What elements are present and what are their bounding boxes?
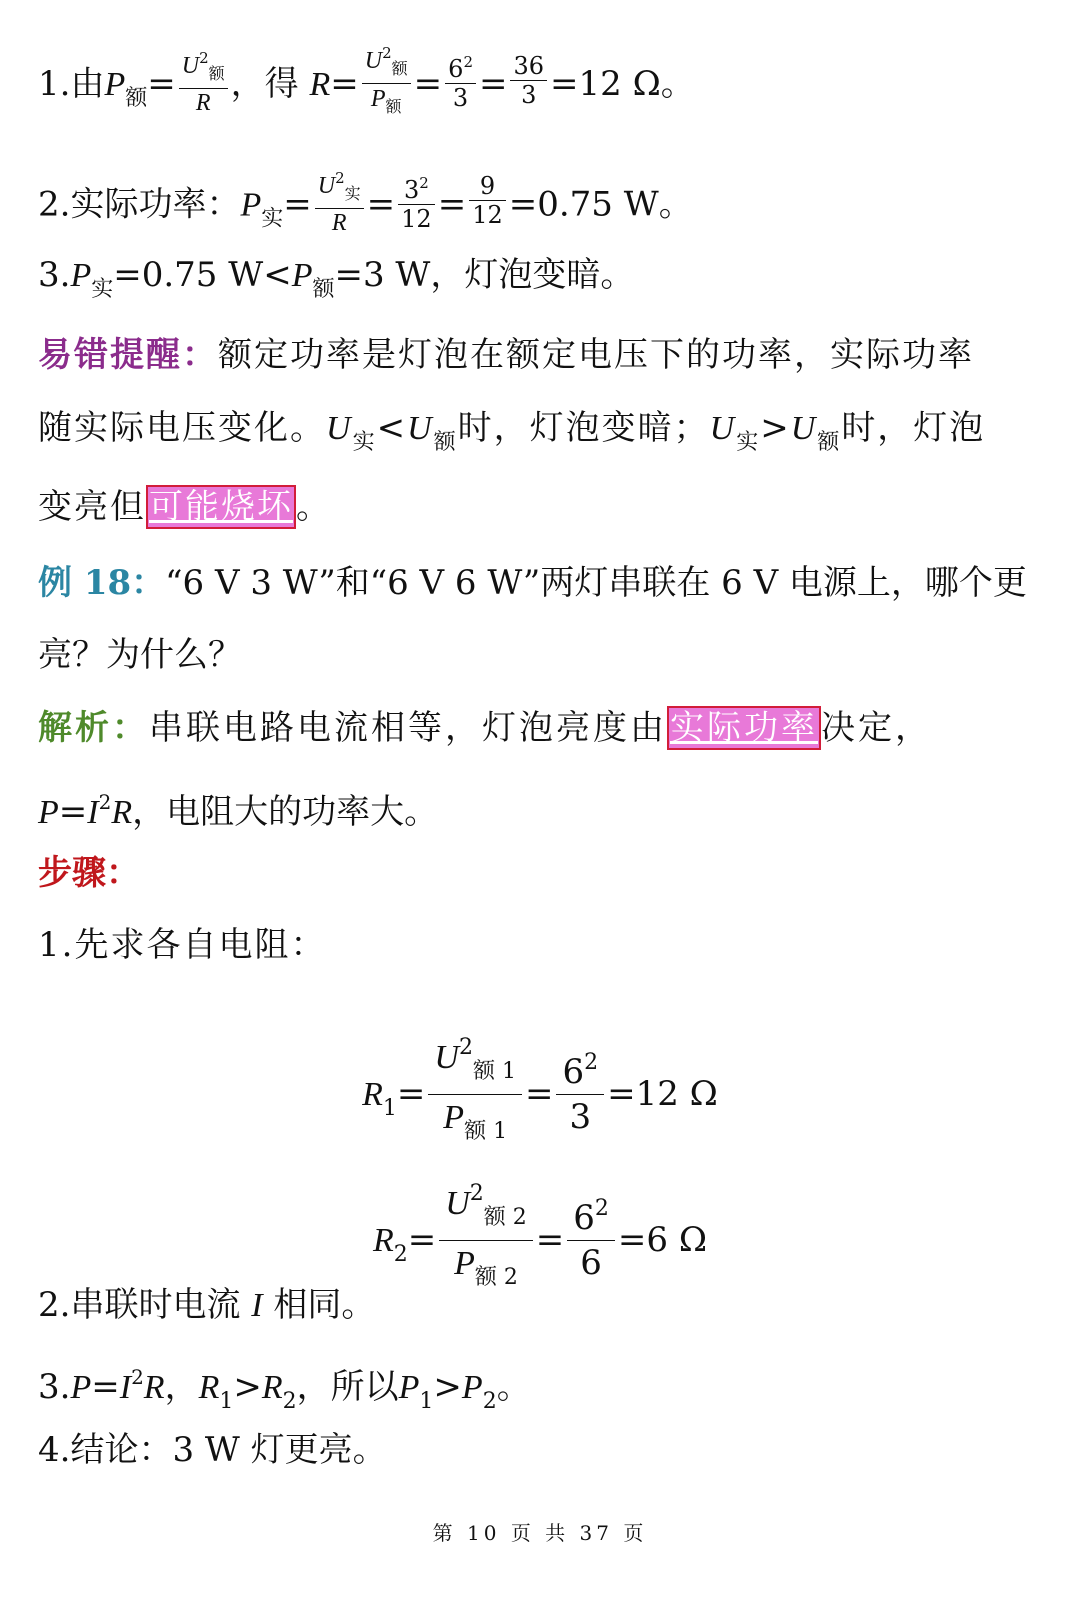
fraction: $\frac{6^2}{3}$ <box>445 48 476 112</box>
result: =6 Ω <box>617 1220 708 1260</box>
step-1: 1.先求各自电阻： <box>38 925 327 965</box>
steps-label: 步骤： <box>38 853 140 893</box>
example-label: 例 18： <box>38 563 166 603</box>
fraction: $\frac{U^2_额}{R}$ <box>179 44 228 117</box>
highlight-actual-power[interactable]: 实际功率 <box>667 706 821 750</box>
analysis-line-1: 解析：串联电路电流相等，灯泡亮度由实际功率决定， <box>38 708 932 748</box>
highlight-may-burn-out[interactable]: 可能烧坏 <box>146 485 296 529</box>
formula-r2: $R_2=$ $\frac{U^2_{额 2}}{P_{额 2}}$ = $\frac{6^2}{6}$ =6 Ω <box>0 1178 1080 1306</box>
fraction: $\frac{6^2}{3}$ <box>556 1041 604 1139</box>
fraction: $\frac{U^2_{额 1}}{P_{额 1}}$ <box>428 1026 522 1154</box>
fraction: $\frac{U^2_额}{P_额}$ <box>362 39 411 121</box>
example-line-2: 亮？为什么？ <box>38 635 242 675</box>
example-line-1: 例 18：“6 V 3 W”和“6 V 6 W”两灯串联在 6 V 电源上，哪个更 <box>38 563 1027 603</box>
formula-rated-power: 1.由$P_额=$ $\frac{U^2_额}{R}$ ，得 R= $\frac{U^2_额}{P_额}$ = $\frac{6^2}{3}$ = $\frac{36}{3}$ =12 Ω。 <box>38 45 1042 127</box>
step-3: $3.P=I^2R$，$R_1>R_2$，所以$P_1>P_2$。 <box>38 1365 531 1414</box>
page-footer: 第 10 页 共 37 页 <box>432 1521 648 1545</box>
formula-r1: $R_1=$ $\frac{U^2_{额 1}}{P_{额 1}}$ = $\frac{6^2}{3}$ =12 Ω <box>0 1032 1080 1160</box>
fraction: $\frac{36}{3}$ <box>510 52 547 109</box>
analysis-label: 解析： <box>38 708 149 748</box>
fraction: $\frac{6^2}{6}$ <box>567 1187 615 1285</box>
fraction: $\frac{3^2}{12}$ <box>398 169 435 233</box>
reminder-label: 易错提醒： <box>38 335 218 375</box>
reminder-line-1: 易错提醒：额定功率是灯泡在额定电压下的功率，实际功率 <box>38 335 974 375</box>
analysis-line-2: $P=I^2R$，电阻大的功率大。 <box>38 790 439 832</box>
reminder-line-2: 随实际电压变化。$U_实<U_额$时，灯泡变暗；$U_实>U_额$时，灯泡 <box>38 408 986 455</box>
result: =12 Ω。 <box>550 64 695 104</box>
result: =12 Ω <box>607 1074 718 1114</box>
fraction: $\frac{U^2_实}{R}$ <box>315 164 364 237</box>
formula-actual-power: 2.实际功率：$P_实=$ $\frac{U^2_实}{R}$ = $\frac{3^2}{12}$ = $\frac{9}{12}$ =0.75 W。 <box>38 170 1042 243</box>
result: =0.75 W。 <box>508 184 693 225</box>
step-4: 4.结论：3 W 灯更亮。 <box>38 1430 387 1470</box>
comparison-line: $3.P_实=0.75$ $W<P_额=3$ W，灯泡变暗。 <box>38 255 635 302</box>
fraction: $\frac{U^2_{额 2}}{P_{额 2}}$ <box>439 1172 533 1300</box>
fraction: $\frac{9}{12}$ <box>469 172 506 229</box>
step-2: 2.串联时电流 I 相同。 <box>38 1285 376 1325</box>
reminder-line-3: 变亮但可能烧坏。 <box>38 487 332 527</box>
step-number: 1.由 <box>38 64 105 104</box>
